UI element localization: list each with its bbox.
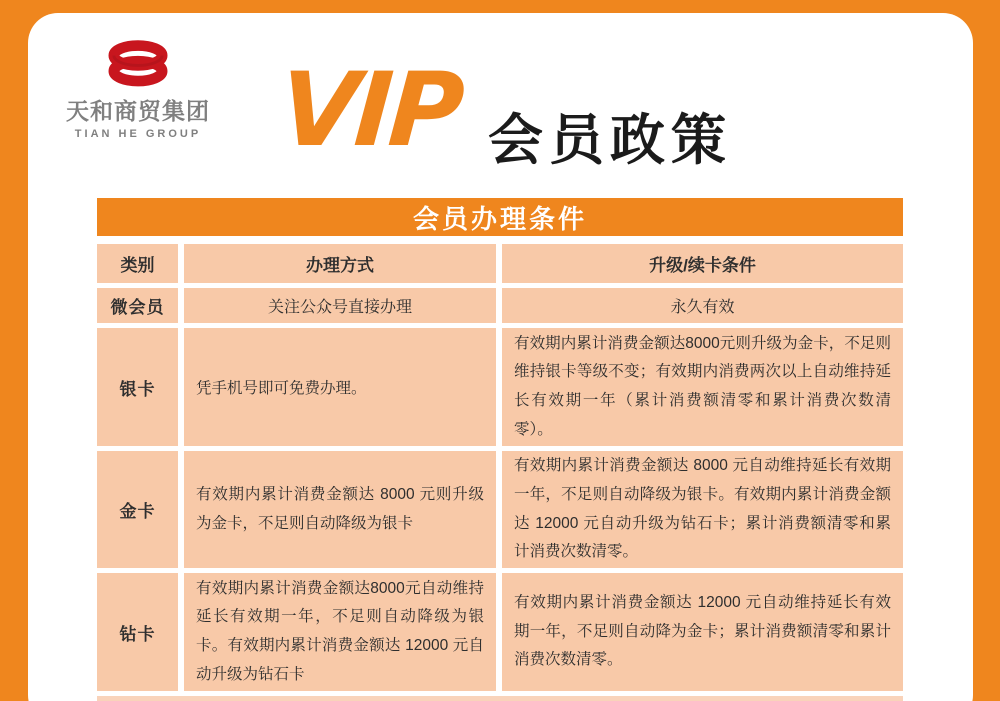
row-diamond-method — [184, 573, 496, 691]
row-gold-condition — [502, 451, 903, 568]
next-row-partial — [97, 696, 903, 701]
row-diamond-category: 钻卡 — [97, 573, 178, 691]
row-wechat-category: 微会员 — [97, 288, 178, 323]
row-gold-condition-text: 有效期内累计消费金额达 8000 元自动维持延长有效期一年，不足则自动降级为银卡。有效期内累计消费金额达 12000 元自动升级为钻石卡；累计消费额清零和累计消费次数清零。 — [514, 457, 891, 561]
section-header-bar: 会员办理条件 — [97, 198, 903, 236]
row-gold-method-text: 有效期内累计消费金额达 8000 元则升级为金卡，不足则自动降级为银卡 — [196, 485, 484, 532]
company-name-en: TIAN HE GROUP — [74, 128, 202, 140]
column-header-category: 类别 — [97, 244, 178, 283]
poster-canvas — [28, 13, 973, 701]
membership-table — [97, 244, 903, 701]
row-diamond-method-text: 有效期内累计消费金额达8000元自动维持延长有效期一年，不足则自动降级为银卡。有效期内累计消费金额达 12000 元自动升级为钻石卡 — [196, 579, 484, 683]
row-silver-condition — [502, 328, 903, 446]
company-logo — [62, 37, 214, 140]
row-wechat-method: 关注公众号直接办理 — [184, 288, 496, 323]
row-silver-category: 银卡 — [97, 328, 178, 446]
row-gold-method — [184, 451, 496, 568]
red-ribbon-icon — [101, 37, 175, 91]
row-silver-method: 凭手机号即可免费办理。 — [184, 328, 496, 446]
row-diamond-condition-text: 有效期内累计消费金额达 12000 元自动维持延长有效期一年，不足则自动降为金卡；累计消费额清零和累计消费次数清零。 — [514, 593, 891, 669]
column-header-method: 办理方式 — [184, 244, 496, 283]
company-name-cn: 天和商贸集团 — [66, 98, 210, 124]
row-diamond-condition — [502, 573, 903, 691]
row-silver-condition-text: 有效期内累计消费金额达8000元则升级为金卡，不足则维持银卡等级不变；有效期内消费两次以上自动维持延长有效期一年（累计消费额清零和累计消费次数清零）。 — [514, 334, 891, 438]
vip-headline: VIP — [275, 51, 464, 170]
row-gold-category: 金卡 — [97, 451, 178, 568]
policy-headline: 会员政策 — [488, 109, 733, 171]
row-wechat-condition: 永久有效 — [502, 288, 903, 323]
column-header-condition: 升级/续卡条件 — [502, 244, 903, 283]
